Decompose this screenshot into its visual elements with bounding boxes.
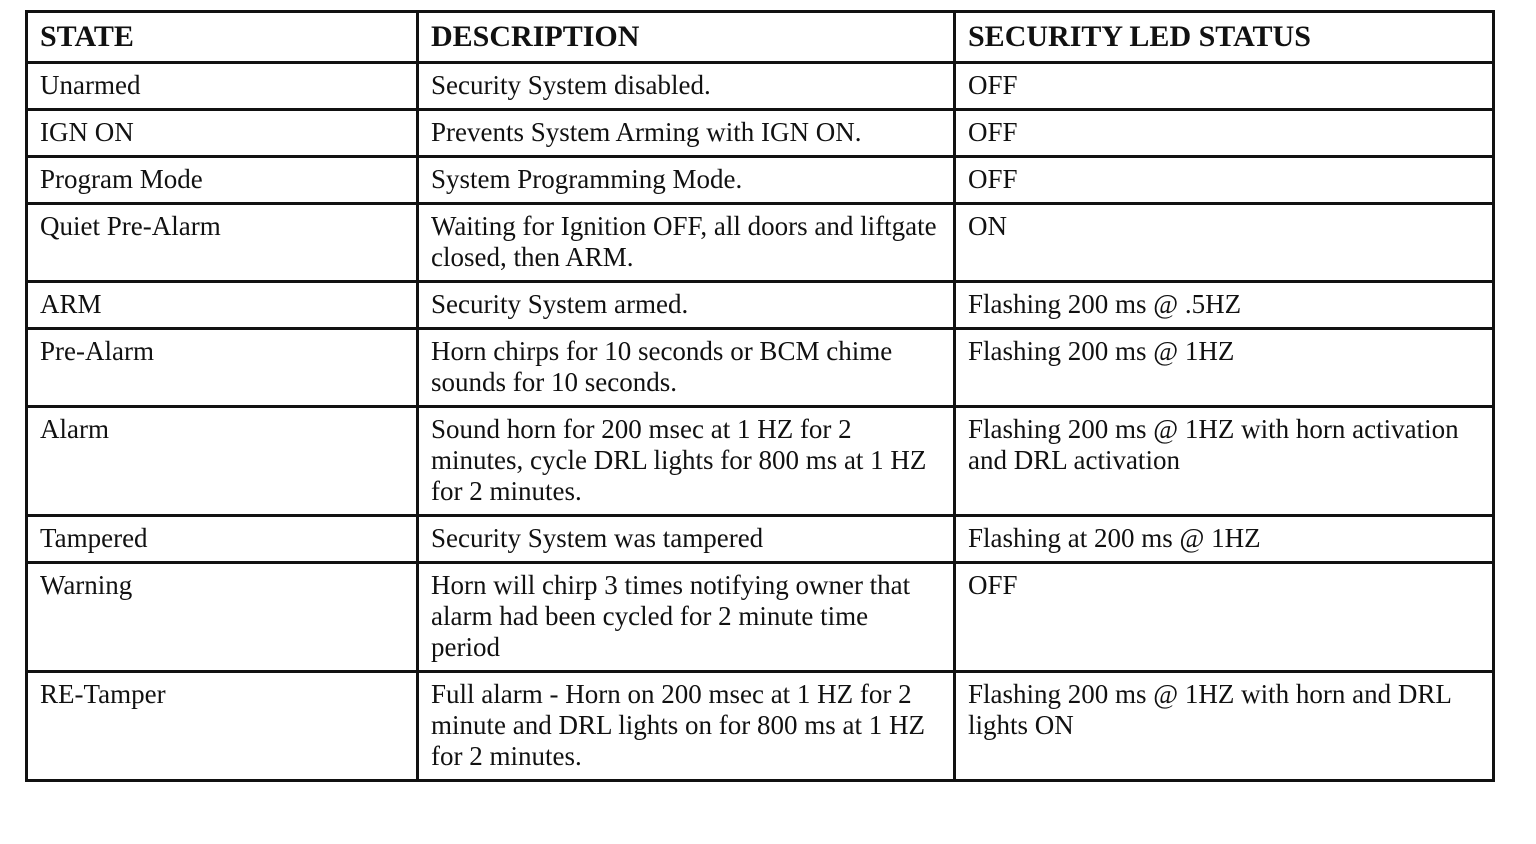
table-row [27,516,1494,563]
description-cell: Full alarm - Horn on 200 msec at 1 HZ for 2 minute and DRL lights on for 800 ms at 1 HZ for 2 minutes. [418,672,955,781]
state-cell: Tampered [27,516,418,563]
table-row [27,407,1494,516]
header-row [27,12,1494,63]
state-cell: Warning [27,563,418,672]
state-cell: RE-Tamper [27,672,418,781]
security-states-table [25,10,1495,782]
header-description: DESCRIPTION [418,12,955,63]
description-cell: Horn will chirp 3 times notifying owner that alarm had been cycled for 2 minute time period [418,563,955,672]
header-led-status: SECURITY LED STATUS [955,12,1494,63]
led-status-cell: ON [955,204,1494,282]
led-status-cell: Flashing 200 ms @ .5HZ [955,282,1494,329]
state-cell: Pre-Alarm [27,329,418,407]
led-status-cell: OFF [955,563,1494,672]
header-state: STATE [27,12,418,63]
description-cell: Horn chirps for 10 seconds or BCM chime sounds for 10 seconds. [418,329,955,407]
table-row [27,329,1494,407]
table-row [27,204,1494,282]
state-cell: Quiet Pre-Alarm [27,204,418,282]
state-cell: IGN ON [27,110,418,157]
led-status-cell: Flashing 200 ms @ 1HZ [955,329,1494,407]
state-cell: Alarm [27,407,418,516]
table-row [27,63,1494,110]
table-row [27,157,1494,204]
table-row [27,110,1494,157]
state-cell: Unarmed [27,63,418,110]
led-status-cell: OFF [955,63,1494,110]
state-cell: Program Mode [27,157,418,204]
led-status-cell: Flashing 200 ms @ 1HZ with horn and DRL lights ON [955,672,1494,781]
description-cell: Prevents System Arming with IGN ON. [418,110,955,157]
description-cell: Security System disabled. [418,63,955,110]
led-status-cell: Flashing at 200 ms @ 1HZ [955,516,1494,563]
table-row [27,282,1494,329]
led-status-cell: OFF [955,110,1494,157]
description-cell: Sound horn for 200 msec at 1 HZ for 2 minutes, cycle DRL lights for 800 ms at 1 HZ for 2 minutes. [418,407,955,516]
led-status-cell: OFF [955,157,1494,204]
led-status-cell: Flashing 200 ms @ 1HZ with horn activation and DRL activation [955,407,1494,516]
description-cell: Waiting for Ignition OFF, all doors and liftgate closed, then ARM. [418,204,955,282]
description-cell: Security System armed. [418,282,955,329]
state-cell: ARM [27,282,418,329]
description-cell: Security System was tampered [418,516,955,563]
table-row [27,563,1494,672]
table-row [27,672,1494,781]
description-cell: System Programming Mode. [418,157,955,204]
